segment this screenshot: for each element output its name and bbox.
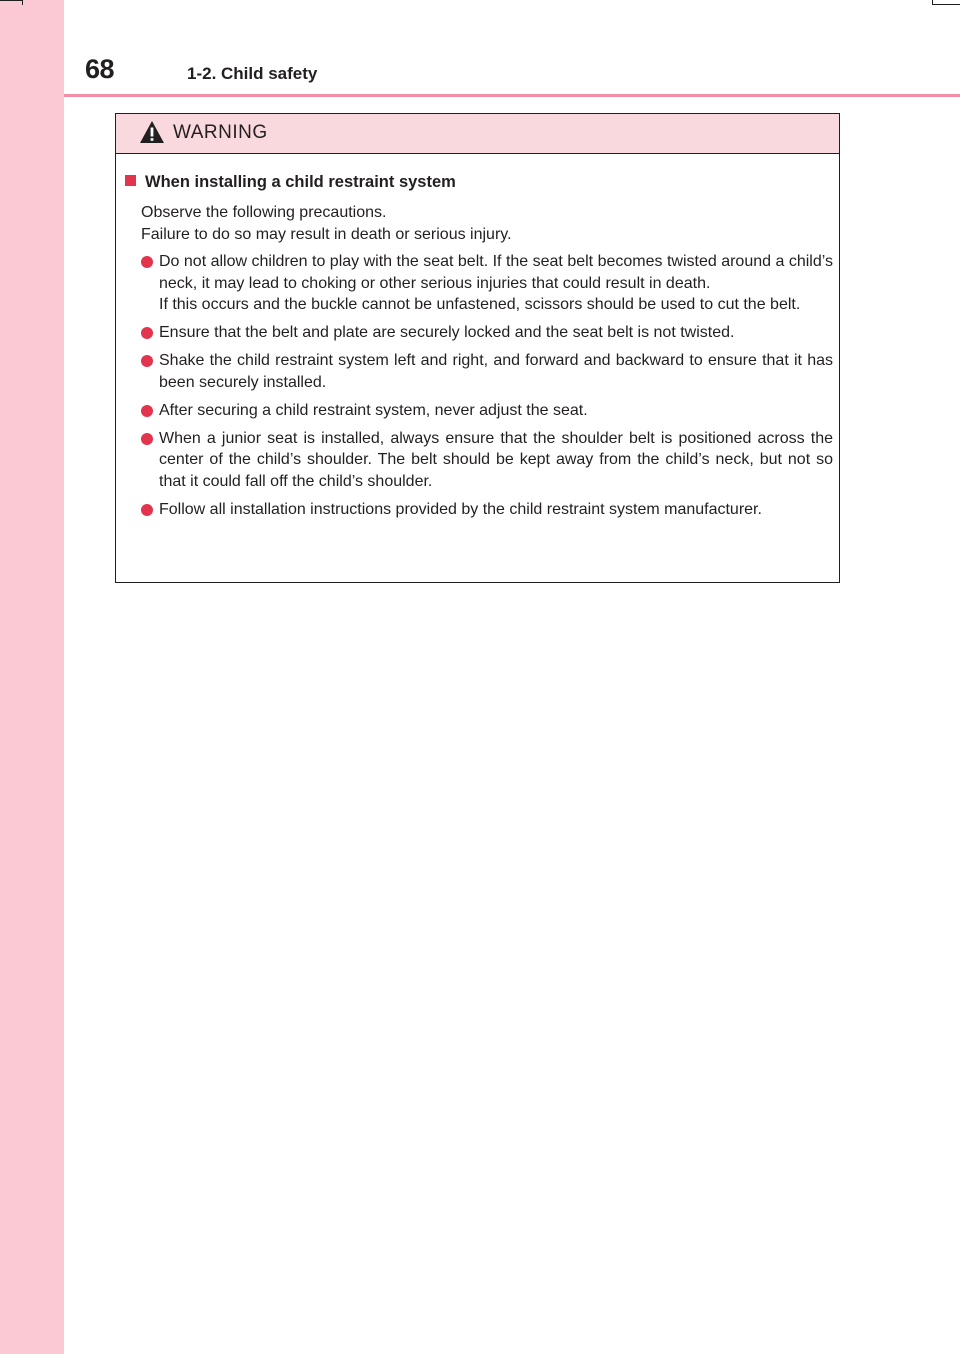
warning-header [116, 114, 839, 154]
bullet-icon [141, 355, 153, 367]
precaution-item [141, 350, 833, 393]
section-title: 1-2. Child safety [187, 64, 318, 83]
precaution-text: Follow all installation instructions provided by the child restraint system manufacturer. [159, 500, 762, 518]
crop-mark [22, 0, 23, 5]
warning-body [116, 154, 839, 582]
precaution-item [141, 322, 833, 344]
bullet-icon [141, 405, 153, 417]
precaution-item [141, 499, 833, 521]
precaution-text: Shake the child restraint system left and right, and forward and backward to ensure that it has been securely installed. [159, 352, 833, 391]
warning-intro [141, 202, 831, 245]
intro-line: Failure to do so may result in death or serious injury. [141, 225, 512, 243]
warning-label: WARNING [173, 122, 268, 143]
subheading-text: When installing a child restraint system [145, 173, 456, 191]
warning-triangle-icon [139, 120, 165, 144]
crop-mark [0, 0, 22, 1]
warning-box [115, 113, 840, 583]
red-square-icon [125, 175, 136, 186]
side-color-band [0, 0, 64, 1354]
intro-line: Observe the following precautions. [141, 204, 387, 221]
precaution-text: When a junior seat is installed, always ensure that the shoulder belt is positioned across the center of the child’s shoulder. The belt should be kept away from the child’s neck, but not so that it could fall off the child’s shoulder. [159, 429, 833, 490]
page-number: 68 [85, 54, 115, 84]
precaution-item [141, 251, 833, 316]
precaution-text: After securing a child restraint system, never adjust the seat. [159, 401, 588, 419]
bullet-icon [141, 433, 153, 445]
precaution-text: Do not allow children to play with the seat belt. If the seat belt becomes twisted around a child’s neck, it may lead to choking or other serious injuries that could result in death. [159, 253, 833, 292]
precaution-text: Ensure that the belt and plate are securely locked and the seat belt is not twisted. [159, 324, 735, 341]
precaution-item [141, 428, 833, 493]
precaution-text: If this occurs and the buckle cannot be unfastened, scissors should be used to cut the belt. [159, 296, 801, 313]
page-header [64, 0, 960, 97]
warning-subheading [125, 173, 456, 192]
precaution-item [141, 400, 833, 422]
precaution-list [141, 251, 833, 527]
bullet-icon [141, 504, 153, 516]
bullet-icon [141, 327, 153, 339]
header-divider [64, 94, 960, 97]
bullet-icon [141, 256, 153, 268]
